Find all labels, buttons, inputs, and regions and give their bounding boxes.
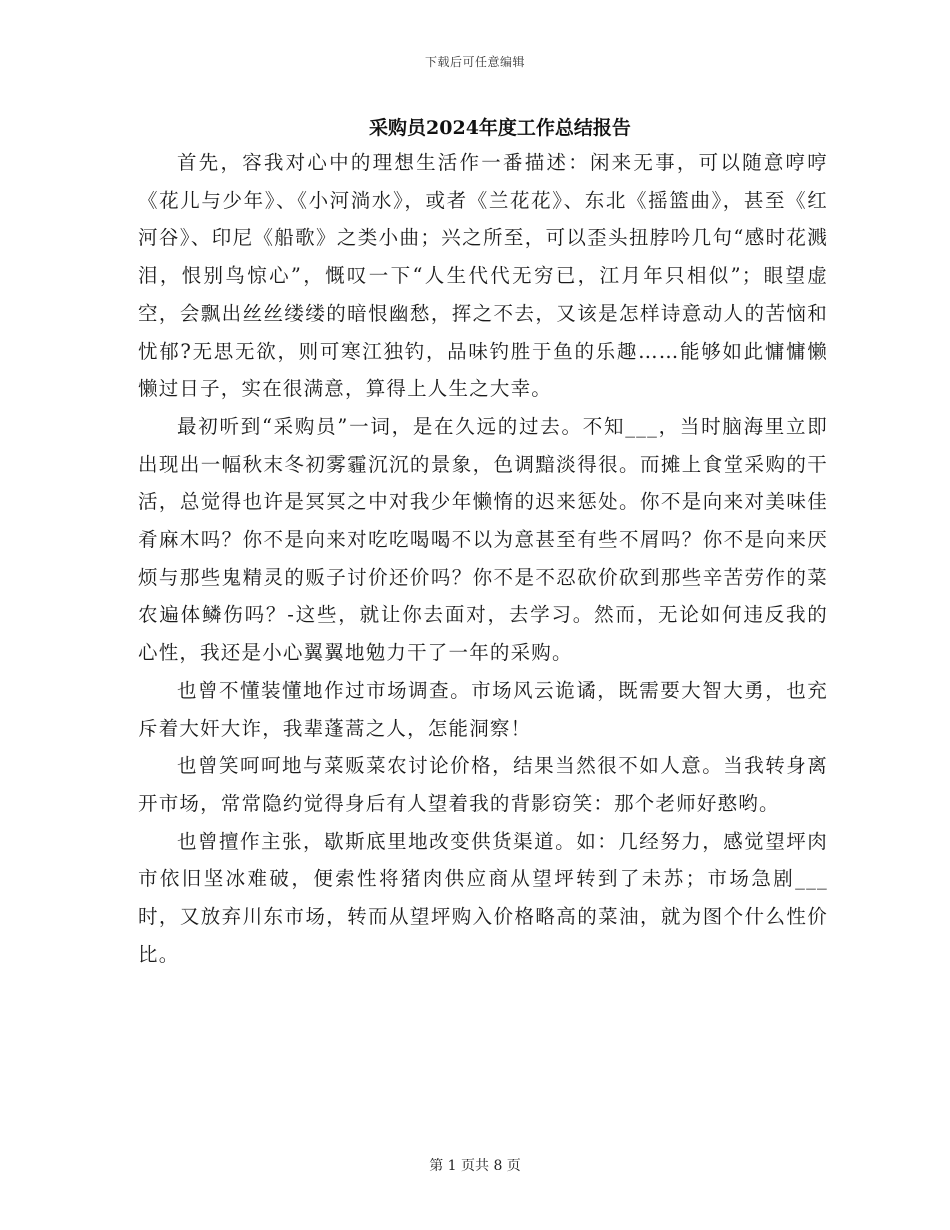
paragraph-1: 首先，容我对心中的理想生活作一番描述：闲来无事，可以随意哼哼《花儿与少年》、《小河淌水》，或者《兰花花》、东北《摇篮曲》，甚至《红河谷》、印尼《船歌》之类小曲；兴之所至，可以歪头扭脖吟几句“感时花溅泪，恨别鸟惊心”，慨叹一下“人生代代无穷已，江月年只相似”；眼望虚空，会飘出丝丝缕缕的暗恨幽愁，挥之不去，又该是怎样诗意动人的苦恼和忧郁?无思无欲，则可寒江独钓，品味钓胜于鱼的乐趣……能够如此慵慵懒懒过日子，实在很满意，算得上人生之大幸。 [138,151,828,401]
page-number: 第 1 页共 8 页 [429,1158,521,1174]
header-note: 下载后可任意编辑 [424,55,525,69]
paragraph-2: 最初听到“采购员”一词，是在久远的过去。不知___，当时脑海里立即出现出一幅秋末冬初雾霾沉沉的景象，色调黯淡得很。而摊上食堂采购的干活，总觉得也许是冥冥之中对我少年懒惰的迟来惩处。你不是向来对美味佳肴麻木吗？你不是向来对吃吃喝喝不以为意甚至有些不屑吗？你不是向来厌烦与那些鬼精灵的贩子讨价还价吗？你不是不忍砍价砍到那些辛苦劳作的菜农遍体鳞伤吗？-这些，就让你去面对，去学习。然而，无论如何违反我的心性，我还是小心翼翼地勉力干了一年的采购。 [138,414,828,665]
paragraph-3: 也曾不懂装懂地作过市场调查。市场风云诡谲，既需要大智大勇，也充斥着大奸大诈，我辈蓬蒿之人，怎能洞察！ [138,678,828,740]
paragraph-4: 也曾笑呵呵地与菜贩菜农讨论价格，结果当然很不如人意。当我转身离开市场，常常隐约觉得身后有人望着我的背影窃笑：那个老师好憨哟。 [138,754,828,815]
paragraph-5: 也曾擅作主张，歇斯底里地改变供货渠道。如：几经努力，感觉望坪肉市依旧坚冰难破，便索性将猪肉供应商从望坪转到了未苏；市场急剧___时，又放弃川东市场，转而从望坪购入价格略高的菜油，就为图个什么性价比。 [138,829,828,966]
document-title: 采购员2024年度工作总结报告 [369,117,631,139]
document-body [138,144,828,973]
